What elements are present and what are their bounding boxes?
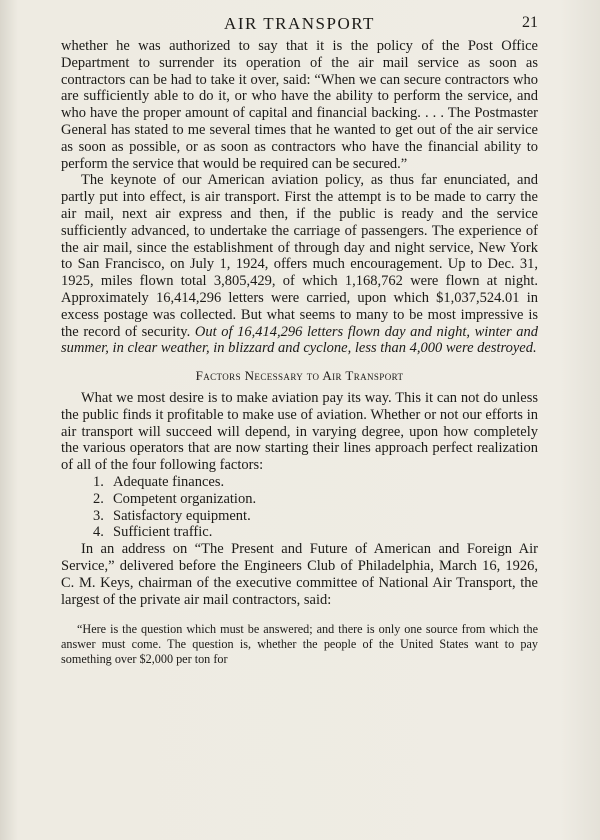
quote-text: “Here is the question which must be answered; and there is only one source from which the answer must come. The question is, whether the people of the United States want to pay something over $2,000 per ton for: [61, 622, 538, 667]
paragraph-3: What we most desire is to make aviation pay its way. This it can not do unless the public finds it profitable to make use of aviation. Whether or not our efforts in air transport will succeed will depend, in varying degree, upon how completely the various operators that are now starting their lines approach perfect realization of all of the four following factors:: [61, 389, 538, 474]
paragraph-2: [61, 172, 538, 357]
list-item: 4. Sufficient traffic.: [93, 524, 213, 541]
list-item: 1. Adequate finances.: [93, 473, 225, 490]
running-head-title: AIR TRANSPORT: [224, 14, 375, 33]
block-quote: [61, 622, 538, 667]
body-text: [61, 38, 538, 608]
paragraph-1: whether he was authorized to say that it is the policy of the Post Office Department to surrender its operation of the air mail service as soon as contractors can be had to take it over, said: “When we can secure contractors who are sufficiently able to do it, or who have the ability to perform the service, and who have the proper amount of capital and financial backing. . . . The Postmaster General has stated to me several times that he wanted to get out of the air service as soon as possible, or as soon as contractors who have the financial ability to perform the service that would be required can be secured.”: [61, 38, 538, 172]
factors-list: [61, 474, 538, 541]
section-heading: Factors Necessary to Air Transport: [195, 368, 404, 384]
running-head: [61, 12, 538, 38]
page-number: 21: [522, 14, 538, 31]
list-item: 2. Competent organization.: [93, 490, 257, 507]
paragraph-2-text: The keynote of our American aviation policy, as thus far enunciated, and partly put into effect, is air transport. First the attempt is to be made to carry the air mail, next air express and then, if the public is ready and the service sufficiently advanced, to undertake the carriage of passengers. The experience of the air mail, since the establishment of through day and night service, New York to San Francisco, on July 1, 1924, offers much encouragement. Up to Dec. 31, 1925, miles flown total 3,805,429, of which 1,168,762 were flown at night. Approximately 16,414,296 letters were carried, upon which $1,037,524.01 in excess postage was collected. But what seems to many to be most impressive is the record of security.: [61, 172, 538, 340]
list-item: 3. Satisfactory equipment.: [93, 507, 251, 524]
paragraph-2-italic: Out of 16,414,296 letters flown day and night, winter and summer, in clear weather, in blizzard and cyclone, less than 4,000 were destroyed.: [61, 323, 538, 357]
paragraph-4: In an address on “The Present and Future of American and Foreign Air Service,” delivered before the Engineers Club of Philadelphia, March 16, 1926, C. M. Keys, chairman of the executive committee of National Air Transport, the largest of the private air mail contractors, said:: [61, 541, 538, 608]
